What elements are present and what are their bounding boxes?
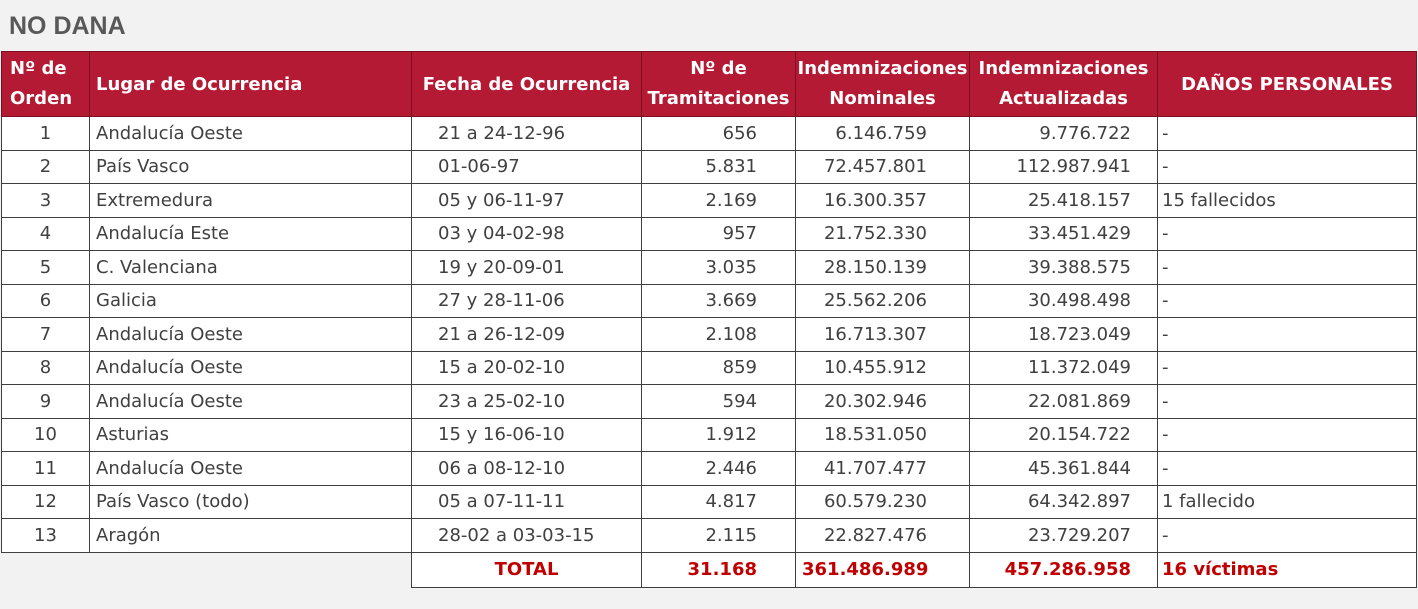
cell-orden: 4 [2, 217, 90, 251]
cell-actualizadas: 64.342.897 [970, 485, 1158, 519]
cell-fecha: 21 a 24-12-96 [412, 117, 642, 151]
total-danos: 16 víctimas [1158, 552, 1417, 587]
cell-nominales: 18.531.050 [796, 418, 970, 452]
cell-fecha: 27 y 28-11-06 [412, 284, 642, 318]
page-title: NO DANA [9, 12, 126, 40]
cell-danos: - [1158, 251, 1417, 285]
header-row [2, 52, 1417, 117]
cell-tramitaciones: 656 [642, 117, 796, 151]
header-orden-line1: Nº de [10, 58, 67, 79]
cell-orden: 7 [2, 318, 90, 352]
cell-lugar: Extremedura [90, 184, 412, 218]
table-row [2, 284, 1417, 318]
header-tramitaciones-line1: Nº de [690, 58, 747, 79]
cell-fecha: 01-06-97 [412, 150, 642, 184]
cell-danos: - [1158, 217, 1417, 251]
cell-danos: - [1158, 418, 1417, 452]
cell-actualizadas: 25.418.157 [970, 184, 1158, 218]
cell-actualizadas: 18.723.049 [970, 318, 1158, 352]
cell-lugar: Andalucía Oeste [90, 318, 412, 352]
table-row [2, 117, 1417, 151]
cell-lugar: Andalucía Oeste [90, 351, 412, 385]
cell-lugar: Andalucía Este [90, 217, 412, 251]
cell-danos: - [1158, 117, 1417, 151]
cell-danos: - [1158, 318, 1417, 352]
cell-lugar: Galicia [90, 284, 412, 318]
cell-tramitaciones: 2.108 [642, 318, 796, 352]
table-row [2, 184, 1417, 218]
total-tramitaciones: 31.168 [642, 552, 796, 587]
cell-orden: 12 [2, 485, 90, 519]
cell-fecha: 21 a 26-12-09 [412, 318, 642, 352]
cell-tramitaciones: 3.035 [642, 251, 796, 285]
cell-nominales: 28.150.139 [796, 251, 970, 285]
cell-orden: 5 [2, 251, 90, 285]
cell-fecha: 28-02 a 03-03-15 [412, 519, 642, 553]
total-spacer [90, 552, 412, 587]
cell-fecha: 05 y 06-11-97 [412, 184, 642, 218]
cell-fecha: 06 a 08-12-10 [412, 452, 642, 486]
cell-tramitaciones: 2.169 [642, 184, 796, 218]
cell-actualizadas: 33.451.429 [970, 217, 1158, 251]
cell-nominales: 16.300.357 [796, 184, 970, 218]
cell-danos: - [1158, 284, 1417, 318]
cell-tramitaciones: 594 [642, 385, 796, 419]
cell-danos: 15 fallecidos [1158, 184, 1417, 218]
cell-danos: - [1158, 385, 1417, 419]
header-tramitaciones [642, 52, 796, 117]
cell-actualizadas: 45.361.844 [970, 452, 1158, 486]
cell-lugar: Aragón [90, 519, 412, 553]
cell-nominales: 6.146.759 [796, 117, 970, 151]
cell-lugar: Asturias [90, 418, 412, 452]
cell-lugar: Andalucía Oeste [90, 385, 412, 419]
header-nominales [796, 52, 970, 117]
header-orden-line2: Orden [10, 88, 73, 109]
cell-tramitaciones: 3.669 [642, 284, 796, 318]
cell-actualizadas: 9.776.722 [970, 117, 1158, 151]
cell-lugar: País Vasco [90, 150, 412, 184]
header-actualizadas-line2: Actualizadas [999, 88, 1128, 109]
header-lugar: Lugar de Ocurrencia [90, 52, 412, 117]
cell-danos: 1 fallecido [1158, 485, 1417, 519]
header-orden [2, 52, 90, 117]
cell-nominales: 21.752.330 [796, 217, 970, 251]
header-actualizadas-line1: Indemnizaciones [978, 58, 1149, 79]
table-row [2, 519, 1417, 553]
cell-tramitaciones: 4.817 [642, 485, 796, 519]
total-nominales: 361.486.989 [796, 552, 970, 587]
total-spacer [2, 552, 90, 587]
cell-orden: 2 [2, 150, 90, 184]
cell-actualizadas: 20.154.722 [970, 418, 1158, 452]
table-row [2, 418, 1417, 452]
cell-orden: 6 [2, 284, 90, 318]
header-fecha: Fecha de Ocurrencia [412, 52, 642, 117]
cell-danos: - [1158, 452, 1417, 486]
table-row [2, 452, 1417, 486]
incidents-table [1, 51, 1417, 588]
cell-tramitaciones: 859 [642, 351, 796, 385]
cell-danos: - [1158, 150, 1417, 184]
cell-orden: 13 [2, 519, 90, 553]
cell-orden: 1 [2, 117, 90, 151]
cell-orden: 8 [2, 351, 90, 385]
cell-actualizadas: 22.081.869 [970, 385, 1158, 419]
cell-orden: 10 [2, 418, 90, 452]
cell-nominales: 60.579.230 [796, 485, 970, 519]
cell-orden: 3 [2, 184, 90, 218]
table-row [2, 251, 1417, 285]
header-nominales-line2: Nominales [829, 88, 936, 109]
cell-fecha: 19 y 20-09-01 [412, 251, 642, 285]
cell-danos: - [1158, 351, 1417, 385]
cell-nominales: 16.713.307 [796, 318, 970, 352]
header-nominales-line1: Indemnizaciones [797, 58, 968, 79]
cell-danos: - [1158, 519, 1417, 553]
header-actualizadas [970, 52, 1158, 117]
total-label: TOTAL [412, 552, 642, 587]
cell-orden: 11 [2, 452, 90, 486]
cell-actualizadas: 30.498.498 [970, 284, 1158, 318]
table-row [2, 351, 1417, 385]
cell-nominales: 41.707.477 [796, 452, 970, 486]
cell-tramitaciones: 2.115 [642, 519, 796, 553]
cell-tramitaciones: 957 [642, 217, 796, 251]
cell-nominales: 20.302.946 [796, 385, 970, 419]
total-actualizadas: 457.286.958 [970, 552, 1158, 587]
total-row [2, 552, 1417, 587]
cell-lugar: C. Valenciana [90, 251, 412, 285]
cell-nominales: 10.455.912 [796, 351, 970, 385]
cell-actualizadas: 11.372.049 [970, 351, 1158, 385]
table-body [2, 117, 1417, 588]
header-tramitaciones-line2: Tramitaciones [647, 88, 790, 109]
cell-nominales: 72.457.801 [796, 150, 970, 184]
cell-fecha: 05 a 07-11-11 [412, 485, 642, 519]
table-row [2, 217, 1417, 251]
cell-actualizadas: 23.729.207 [970, 519, 1158, 553]
table-row [2, 485, 1417, 519]
table-row [2, 385, 1417, 419]
cell-orden: 9 [2, 385, 90, 419]
cell-fecha: 03 y 04-02-98 [412, 217, 642, 251]
cell-fecha: 15 a 20-02-10 [412, 351, 642, 385]
cell-lugar: País Vasco (todo) [90, 485, 412, 519]
header-danos: DAÑOS PERSONALES [1158, 52, 1417, 117]
cell-nominales: 22.827.476 [796, 519, 970, 553]
table-row [2, 150, 1417, 184]
cell-actualizadas: 112.987.941 [970, 150, 1158, 184]
cell-fecha: 23 a 25-02-10 [412, 385, 642, 419]
cell-tramitaciones: 5.831 [642, 150, 796, 184]
cell-lugar: Andalucía Oeste [90, 452, 412, 486]
cell-nominales: 25.562.206 [796, 284, 970, 318]
cell-tramitaciones: 2.446 [642, 452, 796, 486]
table-row [2, 318, 1417, 352]
cell-fecha: 15 y 16-06-10 [412, 418, 642, 452]
cell-tramitaciones: 1.912 [642, 418, 796, 452]
cell-actualizadas: 39.388.575 [970, 251, 1158, 285]
cell-lugar: Andalucía Oeste [90, 117, 412, 151]
